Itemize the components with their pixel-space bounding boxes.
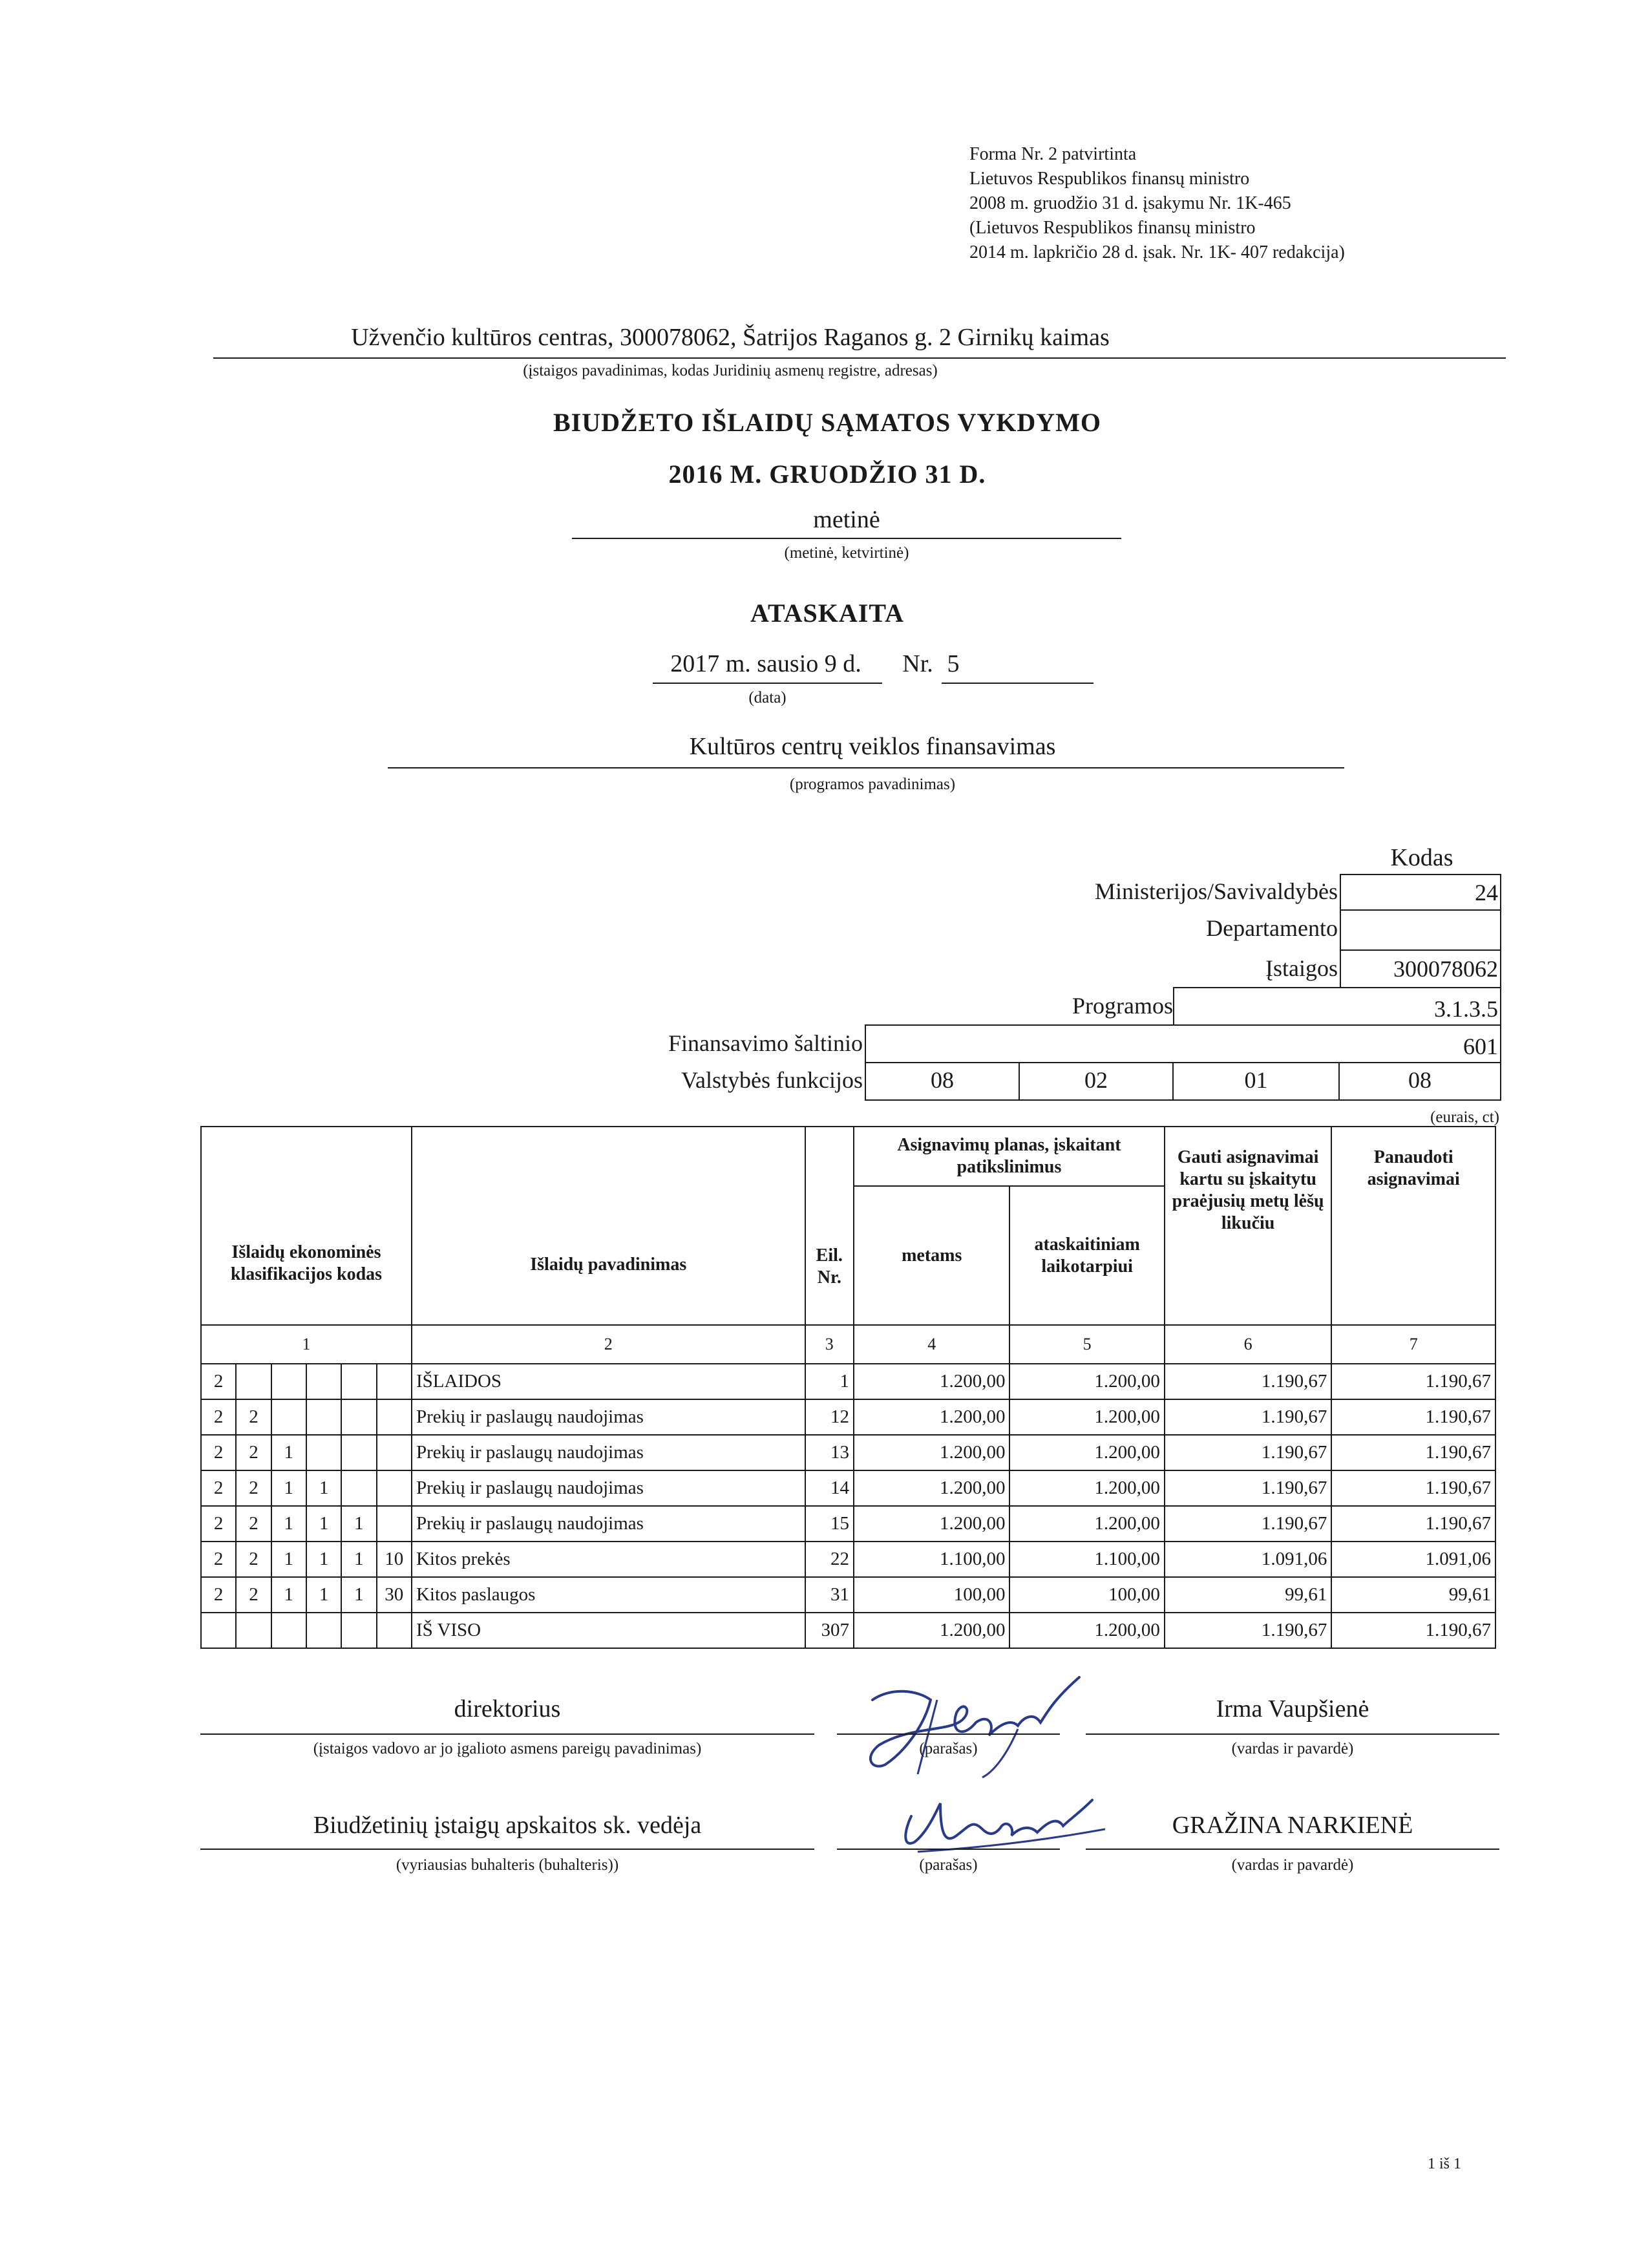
plan-year-cell: 1.200,00 (854, 1470, 1009, 1506)
class-code-cell: 1 (306, 1470, 341, 1506)
column-numbers-row (201, 1325, 1495, 1364)
director-role: direktorius (454, 1695, 561, 1722)
class-code-cell (271, 1364, 306, 1399)
class-code-cell: 1 (271, 1470, 306, 1506)
class-code-cell: 1 (341, 1577, 376, 1613)
class-code-cell: 2 (201, 1506, 236, 1542)
class-code-cell: 2 (201, 1470, 236, 1506)
class-code-cell (306, 1364, 341, 1399)
function-code-3: 01 (1244, 1067, 1268, 1093)
header-plan-group: Asignavimų planas, įskaitant patikslinimus (854, 1127, 1165, 1186)
class-code-cell (377, 1399, 412, 1435)
received-cell: 1.190,67 (1165, 1399, 1332, 1435)
received-cell: 1.190,67 (1165, 1435, 1332, 1470)
class-code-cell: 2 (201, 1542, 236, 1577)
table-row (201, 1435, 1495, 1470)
class-code-cell: 1 (341, 1542, 376, 1577)
period-rule (572, 538, 1121, 539)
column-number: 3 (805, 1325, 854, 1364)
table-row (201, 1613, 1495, 1648)
codes-header: Kodas (1390, 844, 1453, 871)
director-role-caption: (įstaigos vadovo ar jo įgalioto asmens pareigų pavadinimas) (313, 1740, 702, 1757)
expense-name-cell: Kitos paslaugos (412, 1577, 805, 1613)
column-number: 7 (1331, 1325, 1495, 1364)
used-cell: 1.190,67 (1331, 1364, 1495, 1399)
units-note: (eurais, ct) (1430, 1108, 1499, 1126)
program-caption: (programos pavadinimas) (789, 776, 956, 793)
class-code-cell (306, 1435, 341, 1470)
expense-name-cell: Prekių ir paslaugų naudojimas (412, 1435, 805, 1470)
row-number-cell: 13 (805, 1435, 854, 1470)
approval-line: Forma Nr. 2 patvirtinta (969, 144, 1137, 164)
class-code-cell: 2 (201, 1399, 236, 1435)
header-row-number: Eil. Nr. (805, 1127, 854, 1325)
accountant-signature (892, 1790, 1112, 1861)
plan-period-cell: 1.200,00 (1009, 1435, 1164, 1470)
number-rule (942, 683, 1093, 684)
plan-period-cell: 100,00 (1009, 1577, 1164, 1613)
plan-period-cell: 1.200,00 (1009, 1399, 1164, 1435)
column-number: 4 (854, 1325, 1009, 1364)
plan-year-cell: 1.200,00 (854, 1435, 1009, 1470)
header-year: metams (854, 1186, 1009, 1325)
state-function-label: Valstybės funkcijos (681, 1067, 863, 1093)
director-role-rule (200, 1733, 814, 1735)
accountant-role-caption: (vyriausias buhalteris (buhalteris)) (396, 1856, 619, 1874)
accountant-name-rule (1086, 1849, 1499, 1850)
class-code-cell: 1 (271, 1506, 306, 1542)
director-name-caption: (vardas ir pavardė) (1231, 1740, 1354, 1757)
class-code-cell (341, 1364, 376, 1399)
table-row (201, 1577, 1495, 1613)
row-number-cell: 12 (805, 1399, 854, 1435)
used-cell: 1.190,67 (1331, 1470, 1495, 1506)
received-cell: 1.091,06 (1165, 1542, 1332, 1577)
plan-year-cell: 1.200,00 (854, 1364, 1009, 1399)
class-code-cell: 1 (341, 1506, 376, 1542)
class-code-cell (377, 1435, 412, 1470)
row-number-cell: 307 (805, 1613, 854, 1648)
class-code-cell: 30 (377, 1577, 412, 1613)
report-date-title: 2016 M. GRUODŽIO 31 D. (668, 460, 986, 489)
plan-period-cell: 1.200,00 (1009, 1613, 1164, 1648)
class-code-cell: 2 (236, 1470, 271, 1506)
class-code-cell: 1 (306, 1506, 341, 1542)
plan-period-cell: 1.100,00 (1009, 1542, 1164, 1577)
accountant-role-rule (200, 1849, 814, 1850)
function-code-1: 08 (931, 1067, 954, 1093)
class-code-cell (236, 1364, 271, 1399)
program-rule (388, 767, 1344, 768)
row-number-cell: 1 (805, 1364, 854, 1399)
accountant-name-caption: (vardas ir pavardė) (1231, 1856, 1354, 1874)
date-caption: (data) (748, 689, 787, 706)
plan-year-cell: 1.200,00 (854, 1506, 1009, 1542)
program-code: 3.1.3.5 (1434, 996, 1498, 1022)
header-period: ataskaitiniam laikotarpiui (1009, 1186, 1164, 1325)
class-code-cell (377, 1613, 412, 1648)
funding-source-label: Finansavimo šaltinio (668, 1030, 863, 1056)
director-signature-caption: (parašas) (919, 1740, 978, 1757)
accountant-name: GRAŽINA NARKIENĖ (1172, 1812, 1413, 1839)
class-code-cell: 1 (271, 1542, 306, 1577)
header-expense-name: Išlaidų pavadinimas (412, 1127, 805, 1325)
class-code-cell: 2 (236, 1542, 271, 1577)
institution-rule (213, 357, 1506, 359)
class-code-cell (341, 1399, 376, 1435)
expense-name-cell: Prekių ir paslaugų naudojimas (412, 1506, 805, 1542)
class-code-cell (271, 1613, 306, 1648)
used-cell: 1.190,67 (1331, 1506, 1495, 1542)
institution-value: Užvenčio kultūros centras, 300078062, Šatrijos Raganos g. 2 Girnikų kaimas (351, 324, 1110, 351)
class-code-cell (377, 1506, 412, 1542)
department-label: Departamento (1206, 915, 1338, 941)
function-code-2: 02 (1084, 1067, 1108, 1093)
used-cell: 1.091,06 (1331, 1542, 1495, 1577)
accountant-signature-caption: (parašas) (919, 1856, 978, 1874)
row-number-cell: 14 (805, 1470, 854, 1506)
plan-period-cell: 1.200,00 (1009, 1506, 1164, 1542)
plan-year-cell: 1.200,00 (854, 1613, 1009, 1648)
page-number: 1 iš 1 (1427, 2156, 1461, 2172)
column-number: 2 (412, 1325, 805, 1364)
ministry-label: Ministerijos/Savivaldybės (1095, 878, 1338, 904)
expense-name-cell: IŠ VISO (412, 1613, 805, 1648)
report-number-value: 5 (947, 650, 960, 677)
class-code-cell (341, 1435, 376, 1470)
approval-line: Lietuvos Respublikos finansų ministro (969, 169, 1250, 189)
report-number-label: Nr. (902, 650, 933, 677)
plan-period-cell: 1.200,00 (1009, 1470, 1164, 1506)
received-cell: 99,61 (1165, 1577, 1332, 1613)
plan-year-cell: 1.200,00 (854, 1399, 1009, 1435)
period-value: metinė (813, 506, 880, 533)
class-code-cell: 2 (236, 1435, 271, 1470)
class-code-cell: 2 (236, 1506, 271, 1542)
program-code-label: Programos (1072, 993, 1173, 1019)
accountant-signature-rule (837, 1849, 1060, 1850)
table-row (201, 1506, 1495, 1542)
funding-source-code: 601 (1463, 1033, 1498, 1059)
date-rule (653, 683, 882, 684)
table-row (201, 1399, 1495, 1435)
table-row (201, 1470, 1495, 1506)
class-code-cell: 1 (306, 1542, 341, 1577)
received-cell: 1.190,67 (1165, 1506, 1332, 1542)
director-signature-rule (837, 1733, 1060, 1735)
used-cell: 1.190,67 (1331, 1613, 1495, 1648)
department-code-box (1340, 909, 1501, 951)
approval-line: 2014 m. lapkričio 28 d. įsak. Nr. 1K- 407 redakcija) (969, 242, 1345, 262)
class-code-cell: 10 (377, 1542, 412, 1577)
ministry-code: 24 (1475, 880, 1498, 906)
row-number-cell: 15 (805, 1506, 854, 1542)
class-code-cell (306, 1613, 341, 1648)
period-caption: (metinė, ketvirtinė) (784, 544, 909, 562)
expense-name-cell: Prekių ir paslaugų naudojimas (412, 1399, 805, 1435)
class-code-cell (377, 1470, 412, 1506)
class-code-cell: 2 (201, 1364, 236, 1399)
row-number-cell: 22 (805, 1542, 854, 1577)
report-word: ATASKAITA (750, 599, 904, 628)
director-name: Irma Vaupšienė (1216, 1695, 1369, 1722)
form-approval-note (969, 142, 1345, 265)
approval-line: (Lietuvos Respublikos finansų ministro (969, 218, 1256, 238)
program-value: Kultūros centrų veiklos finansavimas (689, 733, 1056, 760)
table-row (201, 1542, 1495, 1577)
header-received: Gauti asignavimai kartu su įskaitytu praėjusių metų lėšų likučiu (1165, 1127, 1332, 1325)
class-code-cell (341, 1470, 376, 1506)
plan-year-cell: 1.100,00 (854, 1542, 1009, 1577)
class-code-cell (271, 1399, 306, 1435)
function-code-4: 08 (1408, 1067, 1431, 1093)
class-code-cell (377, 1364, 412, 1399)
class-code-cell: 2 (201, 1577, 236, 1613)
class-code-cell: 2 (201, 1435, 236, 1470)
used-cell: 99,61 (1331, 1577, 1495, 1613)
report-title: BIUDŽETO IŠLAIDŲ SĄMATOS VYKDYMO (553, 408, 1102, 437)
column-number: 6 (1165, 1325, 1332, 1364)
institution-code: 300078062 (1393, 956, 1498, 982)
report-date: 2017 m. sausio 9 d. (670, 650, 861, 677)
approval-line: 2008 m. gruodžio 31 d. įsakymu Nr. 1K-465 (969, 193, 1291, 213)
received-cell: 1.190,67 (1165, 1613, 1332, 1648)
used-cell: 1.190,67 (1331, 1399, 1495, 1435)
class-code-cell (236, 1613, 271, 1648)
class-code-cell: 1 (271, 1435, 306, 1470)
class-code-cell (201, 1613, 236, 1648)
row-number-cell: 31 (805, 1577, 854, 1613)
expense-name-cell: IŠLAIDOS (412, 1364, 805, 1399)
class-code-cell (306, 1399, 341, 1435)
plan-period-cell: 1.200,00 (1009, 1364, 1164, 1399)
class-code-cell: 1 (306, 1577, 341, 1613)
expense-name-cell: Prekių ir paslaugų naudojimas (412, 1470, 805, 1506)
accountant-role: Biudžetinių įstaigų apskaitos sk. vedėja (313, 1812, 702, 1839)
director-signature (834, 1661, 1118, 1784)
received-cell: 1.190,67 (1165, 1364, 1332, 1399)
expense-name-cell: Kitos prekės (412, 1542, 805, 1577)
column-number: 1 (201, 1325, 412, 1364)
header-class-code: Išlaidų ekonominės klasifikacijos kodas (201, 1127, 412, 1325)
header-used: Panaudoti asignavimai (1331, 1127, 1495, 1325)
institution-code-label: Įstaigos (1265, 955, 1338, 981)
class-code-cell: 2 (236, 1577, 271, 1613)
class-code-cell: 2 (236, 1399, 271, 1435)
class-code-cell (341, 1613, 376, 1648)
class-code-cell: 1 (271, 1577, 306, 1613)
column-number: 5 (1009, 1325, 1164, 1364)
director-name-rule (1086, 1733, 1499, 1735)
used-cell: 1.190,67 (1331, 1435, 1495, 1470)
expenditure-table (200, 1126, 1496, 1649)
received-cell: 1.190,67 (1165, 1470, 1332, 1506)
table-row (201, 1364, 1495, 1399)
institution-caption: (įstaigos pavadinimas, kodas Juridinių asmenų registre, adresas) (523, 362, 938, 379)
plan-year-cell: 100,00 (854, 1577, 1009, 1613)
